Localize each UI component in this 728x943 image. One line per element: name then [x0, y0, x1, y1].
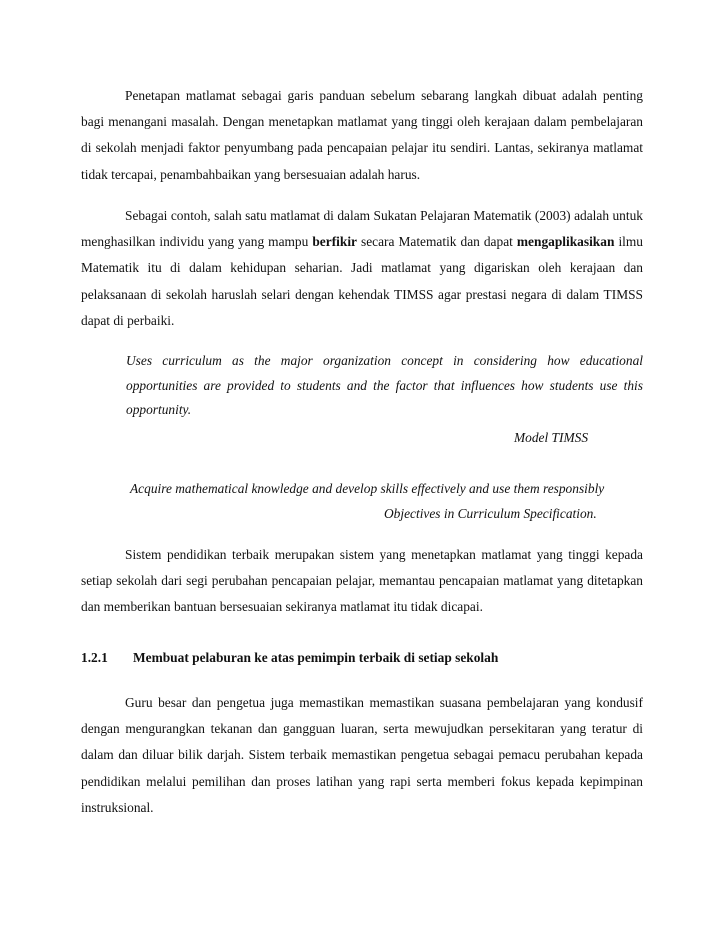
bold-term-mengaplikasikan: mengaplikasikan [516, 234, 615, 250]
section-title: Membuat pelaburan ke atas pemimpin terbaik di setiap sekolah [133, 650, 499, 665]
quote-attribution-model-timss: Model TIMSS [514, 430, 589, 445]
quote-attribution-curriculum-spec: Objectives in Curriculum Specification. [384, 506, 597, 521]
paragraph-school-leaders: Guru besar dan pengetua juga memastikan memastikan suasana pembelajaran yang kondusif dengan mengurangkan tekanan dan gangguan luaran, serta mewujudkan persekitaran yang teratur di dalam dan diluar bilik darjah. Sistem terbaik memastikan pengetua sebagai pemacu perubahan kepada pendidikan melalui pemilihan dan proses latihan yang rapi serta memberi fokus kepada kepimpinan instruksional. [81, 695, 643, 815]
paragraph-best-system: Sistem pendidikan terbaik merupakan sistem yang menetapkan matlamat yang tinggi kepada setiap sekolah dari segi perubahan pencapaian pelajar, memantau pencapaian matlamat yang ditetapkan dan memberikan bantuan bersesuaian sekiranya matlamat itu tidak dicapai. [81, 547, 643, 615]
paragraph-curriculum-example: Sebagai contoh, salah satu matlamat di dalam Sukatan Pelajaran Matematik (2003) adalah untuk menghasilkan individu yang yang mampu berfikir secara Matematik dan dapat mengaplikasikan ilmu Matematik itu di dalam kehidupan seharian. Jadi matlamat yang digariskan oleh kerajaan dan pelaksanaan di sekolah haruslah selari dengan kehendak TIMSS agar prestasi negara di dalam TIMSS dapat di perbaiki. [81, 208, 643, 328]
section-heading [81, 650, 498, 666]
section-number: 1.2.1 [81, 650, 108, 665]
quote-curriculum-objective: Acquire mathematical knowledge and develop skills effectively and use them responsibly [130, 481, 605, 496]
quote-timss-model: Uses curriculum as the major organization concept in considering how educational opportunities are provided to students and the factor that influences how students use this opportunity. [126, 353, 643, 417]
bold-term-berfikir: berfikir [312, 234, 357, 250]
paragraph-goal-setting: Penetapan matlamat sebagai garis panduan sebelum sebarang langkah dibuat adalah penting bagi menangani masalah. Dengan menetapkan matlamat yang tinggi oleh kerajaan dalam pembelajaran di sekolah menjadi faktor penyumbang pada pencapaian pelajar itu sendiri. Lantas, sekiranya matlamat tidak tercapai, penambahbaikan yang bersesuaian adalah harus. [81, 88, 643, 182]
